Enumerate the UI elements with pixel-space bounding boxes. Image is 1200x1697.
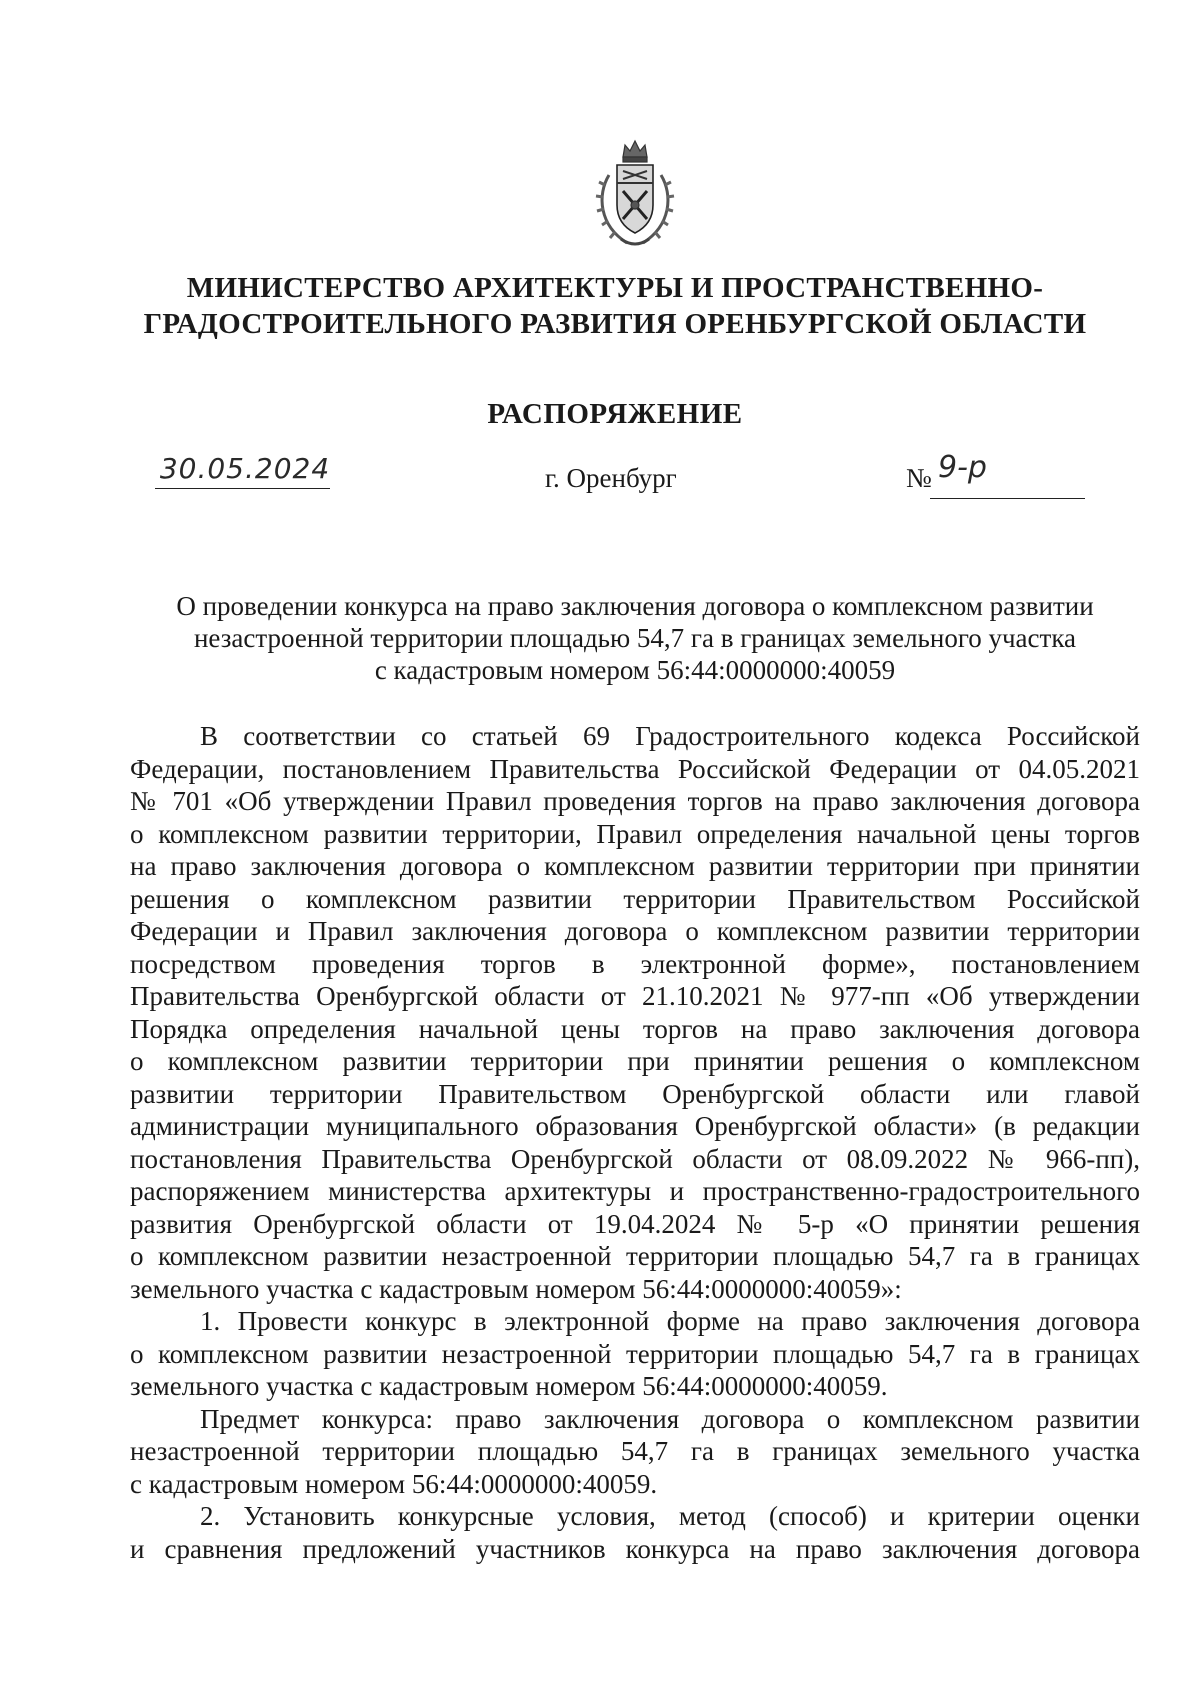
text-line: с кадастровым номером 56:44:0000000:40059. xyxy=(130,1468,658,1499)
number-sign: № xyxy=(906,463,932,493)
document-number: 9-р xyxy=(938,450,987,485)
number-underline xyxy=(930,498,1085,499)
text-line: распоряжением министерства архитектуры и пространственно-градостроительного xyxy=(130,1176,1140,1206)
title-line: незастроенной территории площадью 54,7 га в границах земельного участка xyxy=(193,623,1077,653)
document-type: РАСПОРЯЖЕНИЕ xyxy=(487,398,743,430)
text-line: В соответствии со статьей 69 Градостроительного кодекса Российской xyxy=(200,721,1140,751)
paragraph-item-2 xyxy=(130,1500,1140,1565)
date-underline xyxy=(155,488,330,489)
document-body xyxy=(130,720,1140,1565)
document-title xyxy=(130,590,1140,686)
text-line: развития Оренбургской области от 19.04.2024 № 5-р «О принятии решения xyxy=(130,1208,1140,1239)
paragraph-preamble xyxy=(130,720,1140,1305)
text-line: № 701 «Об утверждении Правил проведения торгов на право заключения договора xyxy=(130,786,1140,816)
text-line: 2. Установить конкурсные условия, метод (способ) и критерии оценки xyxy=(200,1501,1140,1531)
paragraph-item-1 xyxy=(130,1305,1140,1403)
text-line: земельного участка с кадастровым номером 56:44:0000000:40059»: xyxy=(130,1273,902,1304)
text-line: постановления Правительства Оренбургской области от 08.09.2022 № 966-пп), xyxy=(130,1143,1140,1174)
text-line: Федерации, постановлением Правительства Российской Федерации от 04.05.2021 xyxy=(130,753,1140,784)
text-line: 1. Провести конкурс в электронной форме на право заключения договора xyxy=(200,1306,1140,1336)
paragraph-subject xyxy=(130,1403,1140,1501)
text-line: о комплексном развитии незастроенной территории площадью 54,7 га в границах xyxy=(130,1338,1140,1369)
text-line: администрации муниципального образования Оренбургской области» (в редакции xyxy=(130,1111,1140,1141)
text-line: решения о комплексном развитии территории Правительством Российской xyxy=(130,883,1140,914)
ministry-name-line1: МИНИСТЕРСТВО АРХИТЕКТУРЫ И ПРОСТРАНСТВЕННО- xyxy=(186,272,1044,304)
text-line: Федерации и Правил заключения договора о комплексном развитии территории xyxy=(130,916,1140,946)
text-line: о комплексном развитии территории, Правил определения начальной цены торгов xyxy=(130,818,1140,849)
text-line: незастроенной территории площадью 54,7 га в границах земельного участка xyxy=(130,1436,1140,1466)
document-date: 30.05.2024 xyxy=(159,452,331,485)
title-line: с кадастровым номером 56:44:0000000:40059 xyxy=(374,655,896,685)
coat-of-arms-icon xyxy=(587,135,683,253)
document-city: г. Оренбург xyxy=(545,463,677,493)
text-line: и сравнения предложений участников конкурса на право заключения договора xyxy=(130,1533,1140,1564)
text-line: Предмет конкурса: право заключения договора о комплексном развитии xyxy=(200,1403,1140,1434)
text-line: развитии территории Правительством Оренбургской области или главой xyxy=(130,1078,1140,1109)
text-line: земельного участка с кадастровым номером 56:44:0000000:40059. xyxy=(130,1371,888,1401)
ministry-name xyxy=(130,270,1100,342)
text-line: Правительства Оренбургской области от 21.10.2021 № 977-пп «Об утверждении xyxy=(130,981,1140,1011)
text-line: на право заключения договора о комплексном развитии территории при принятии xyxy=(130,851,1140,881)
title-line: О проведении конкурса на право заключения договора о комплексном развитии xyxy=(176,591,1094,621)
text-line: о комплексном развитии территории при принятии решения о комплексном xyxy=(130,1046,1140,1076)
text-line: о комплексном развитии незастроенной территории площадью 54,7 га в границах xyxy=(130,1241,1140,1271)
ministry-name-line2: ГРАДОСТРОИТЕЛЬНОГО РАЗВИТИЯ ОРЕНБУРГСКОЙ ОБЛАСТИ xyxy=(143,308,1087,340)
text-line: посредством проведения торгов в электронной форме», постановлением xyxy=(130,948,1140,979)
text-line: Порядка определения начальной цены торгов на право заключения договора xyxy=(130,1013,1140,1044)
